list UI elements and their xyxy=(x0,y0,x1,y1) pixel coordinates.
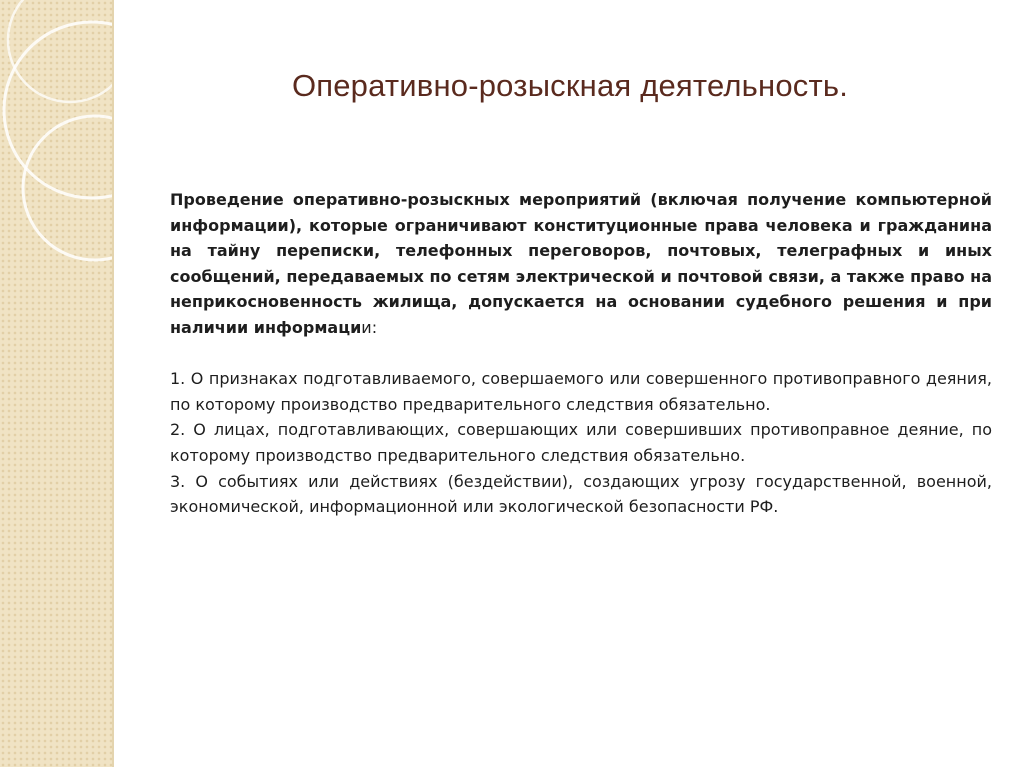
side-band-edge xyxy=(112,0,114,767)
slide-body xyxy=(170,187,992,520)
intro-paragraph xyxy=(170,187,992,341)
intro-bold-text: Проведение оперативно-розыскных мероприятий (включая получение компьютерной информации), которые ограничивают конституционные права человека и гражданина на тайну переписки, телефонных переговоров, почтовых, телеграфных и иных сообщений, передаваемых по сетям электрической и почтовой связи, а также право на неприкосновенность жилища, допускается на основании судебного решения и при наличии информаци xyxy=(170,190,992,337)
slide-title: Оперативно-розыскная деятельность. xyxy=(291,68,849,103)
paragraph-spacer xyxy=(170,341,992,367)
decorative-circles xyxy=(0,0,112,767)
list-item: 2. О лицах, подготавливающих, совершающих или совершивших противоправное деяние, по которому производство предварительного следствия обязательно. xyxy=(170,420,992,465)
list-item: 3. О событиях или действиях (бездействии), создающих угрозу государственной, военной, экономической, информационной или экологической безопасности РФ. xyxy=(170,471,992,517)
decorative-side-band xyxy=(0,0,112,767)
list-item: 1. О признаках подготавливаемого, совершаемого или совершенного противоправного деяния, по которому производство предварительного следствия обязательно. xyxy=(170,369,992,414)
intro-tail-text: и: xyxy=(361,317,378,337)
